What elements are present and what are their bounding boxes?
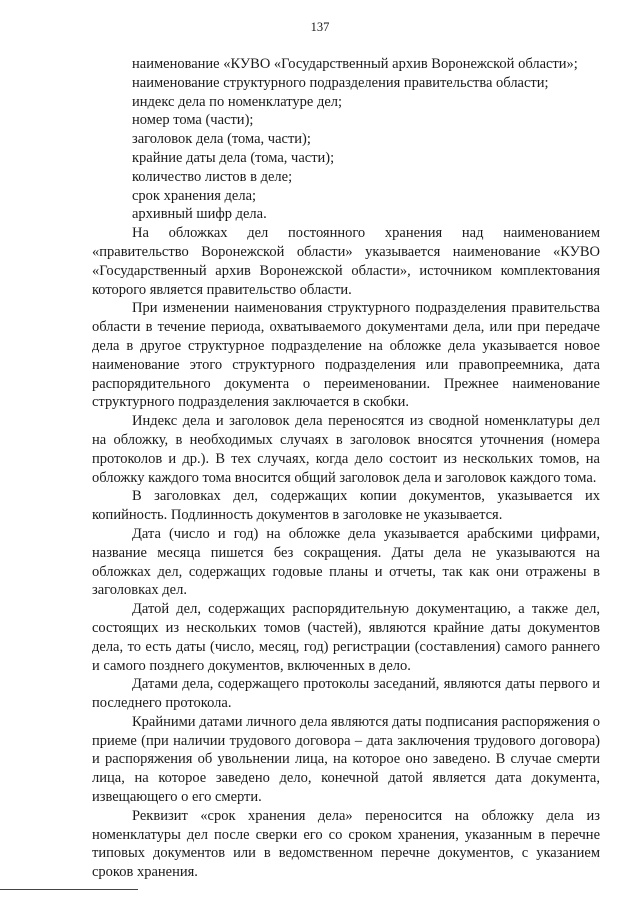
- list-item: индекс дела по номенклатуре дел;: [132, 93, 343, 110]
- list-item: номер тома (части);: [132, 112, 254, 129]
- paragraph-name-change: При изменении наименования структурного подразделения правительства области в течение периода, охватываемого документами дела, или при передаче дела в другое структурное подразделение на обложке дела указывается новое наименование этого структурного подразделения или правопреемника, дата распорядительного документа о переименовании. Прежнее наименование структурного подразделения заключается в скобки.: [92, 300, 600, 411]
- paragraph-personal-file-dates: Крайними датами личного дела являются даты подписания распоряжения о приеме (при наличии трудового договора – дата заключения трудового договора) и распоряжения об увольнении лица, на которое оно заведено. В случае смерти лица, на которое заведено дело, конечной датой является дата документа, извещающего о его смерти.: [92, 713, 601, 806]
- paragraph-index-title: Индекс дела и заголовок дела переносятся из сводной номенклатуры дел на обложку, в необходимых случаях в заголовок вносятся уточнения (номера протоколов и др.). В тех случаях, когда дело состоит из нескольких томов, на обложку каждого тома вносится общий заголовок дела и заголовок каждого тома.: [92, 413, 600, 486]
- page-number: 137: [310, 20, 330, 34]
- paragraph-protocol-dates: Датами дела, содержащего протоколы заседаний, являются даты первого и последнего протокола.: [92, 676, 600, 712]
- page-body: [92, 55, 600, 882]
- list-item: срок хранения дела;: [132, 187, 257, 204]
- paragraph-date-format: Дата (число и год) на обложке дела указывается арабскими цифрами, название месяца пишется без сокращения. Даты дела не указываются на обложках дел, содержащих годовые планы и отчеты, так как они отражены в заголовках дел.: [92, 525, 600, 599]
- list-item: количество листов в деле;: [132, 168, 293, 185]
- cover-requisites-list: [92, 74, 600, 224]
- footnote-divider: [0, 889, 138, 890]
- paragraph-intro: наименование «КУВО «Государственный архив Воронежской области»;: [132, 56, 578, 72]
- paragraph-copies: В заголовках дел, содержащих копии документов, указывается их копийность. Подлинность документов в заголовке не указывается.: [92, 488, 600, 524]
- paragraph-permanent-storage: На обложках дел постоянного хранения над наименованием «правительство Воронежской области» указывается наименование «КУВО «Государственный архив Воронежской области», источником комплектования которого является правительство области.: [92, 225, 600, 298]
- paragraph-storage-period: Реквизит «срок хранения дела» переносится на обложку дела из номенклатуры дел после сверки его со сроком хранения, указанным в перечне типовых документов или в ведомственном перечне документов, с указанием сроков хранения.: [92, 807, 600, 881]
- list-item: заголовок дела (тома, части);: [132, 131, 311, 148]
- list-item: архивный шифр дела.: [132, 206, 267, 223]
- list-item: крайние даты дела (тома, части);: [132, 149, 335, 166]
- list-item: наименование структурного подразделения правительства области;: [132, 74, 549, 91]
- paragraph-edge-dates: Датой дел, содержащих распорядительную документацию, а также дел, состоящих из нескольких томов (частей), являются крайние даты документов дела, то есть даты (число, месяц, год) регистрации (составления) самого раннего и самого позднего документов, включенных в дело.: [92, 601, 600, 674]
